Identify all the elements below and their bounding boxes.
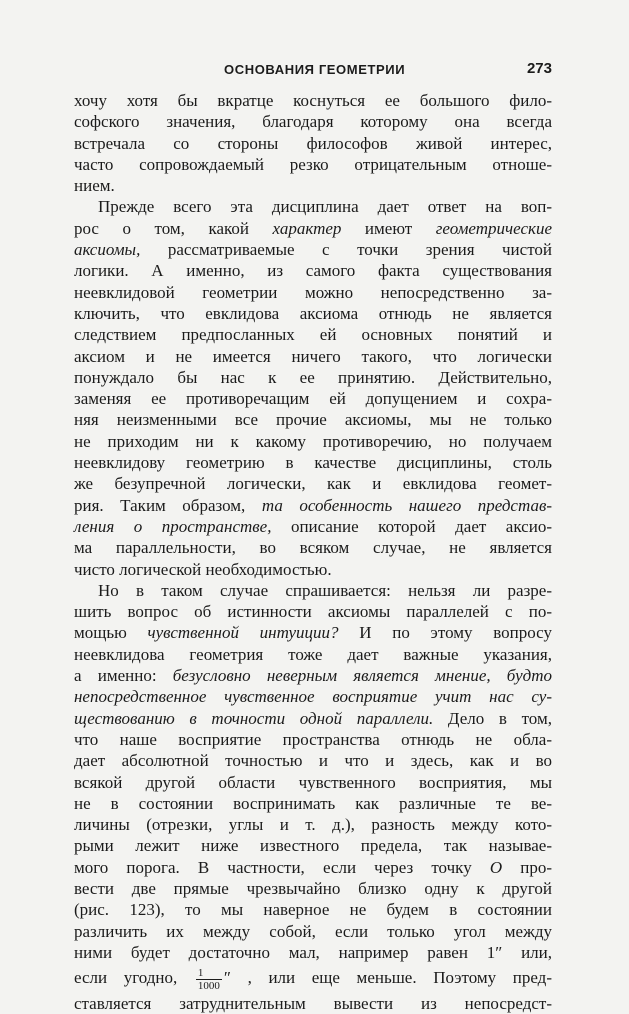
text-segment: логики. А именно, из самого факта существования bbox=[74, 261, 552, 281]
italic-text: ществованию в точности одной параллели. bbox=[74, 708, 434, 728]
text-segment: что наше восприятие пространства отнюдь не обла- bbox=[74, 729, 552, 749]
text-segment: не приходим ни к какому противоречию, но получаем bbox=[74, 431, 552, 451]
text-line bbox=[74, 750, 552, 771]
text-segment: чисто логической необходимостью. bbox=[74, 559, 332, 579]
text-line bbox=[74, 367, 552, 388]
fraction bbox=[196, 967, 222, 992]
text-segment: описание которой дает аксио- bbox=[271, 516, 552, 536]
page-header bbox=[74, 62, 552, 84]
text-line bbox=[74, 388, 552, 409]
text-segment: понуждало бы нас к ее принятию. Действительно, bbox=[74, 367, 552, 387]
text-line bbox=[74, 111, 552, 132]
text-segment: всякой другой области чувственного восприятия, мы bbox=[74, 772, 552, 792]
italic-text: непосредственное чувственное восприятие учит нас су- bbox=[74, 687, 552, 707]
text-segment: неевклидова геометрия тоже дает важные указания, bbox=[74, 644, 552, 664]
italic-text: геометрические bbox=[435, 218, 552, 238]
text-segment: И по этому вопросу bbox=[338, 623, 552, 643]
text-line bbox=[74, 686, 552, 707]
text-segment: рия. Таким образом, bbox=[74, 495, 262, 515]
text-line bbox=[74, 993, 552, 1014]
text-segment: не в состоянии воспринимать как различные те ве- bbox=[74, 793, 552, 813]
text-line bbox=[74, 282, 552, 303]
text-line bbox=[74, 239, 552, 260]
italic-text: безусловно неверным является мнение, будто bbox=[172, 666, 552, 686]
text-segment: нием. bbox=[74, 176, 115, 196]
text-line bbox=[74, 537, 552, 558]
fraction-denominator: 1000 bbox=[197, 979, 220, 992]
text-segment: хочу хотя бы вкратце коснуться ее большого фило- bbox=[74, 91, 552, 110]
italic-text: та особенность нашего представ- bbox=[261, 495, 552, 515]
text-segment: а именно: bbox=[74, 666, 173, 686]
text-segment: встречала со стороны философов живой интерес, bbox=[74, 133, 552, 153]
text-line bbox=[74, 409, 552, 430]
text-segment: ма параллельности, во всяком случае, не является bbox=[74, 538, 552, 558]
text-segment: мого порога. В частности, если через точку bbox=[74, 857, 490, 877]
text-segment: Но в таком случае спрашивается: нельзя ли разре- bbox=[98, 580, 552, 600]
text-line bbox=[74, 963, 552, 993]
text-line bbox=[74, 473, 552, 494]
text-line bbox=[74, 665, 552, 686]
text-line bbox=[74, 196, 552, 217]
text-line bbox=[74, 175, 552, 196]
text-line bbox=[74, 154, 552, 175]
text-segment: ключить, что евклидова аксиома отнюдь не является bbox=[74, 303, 552, 323]
text-line bbox=[74, 899, 552, 920]
text-segment: софского значения, благодаря которому она всегда bbox=[74, 112, 552, 132]
text-segment: (рис. 123), то мы наверное не будем в состоянии bbox=[74, 900, 552, 920]
text-segment: няя неизменными все прочие аксиомы, мы не только bbox=[74, 410, 552, 430]
text-segment: ″ , или еще меньше. Поэтому пред- bbox=[223, 968, 552, 988]
text-line bbox=[74, 431, 552, 452]
text-line bbox=[74, 729, 552, 750]
text-line bbox=[74, 878, 552, 899]
text-segment: рассматриваемые с точки зрения чистой bbox=[140, 240, 552, 260]
text-segment: Прежде всего эта дисциплина дает ответ на воп- bbox=[98, 197, 552, 217]
text-segment: дает абсолютной точностью и что и здесь, как и во bbox=[74, 751, 552, 771]
text-line bbox=[74, 793, 552, 814]
text-line bbox=[74, 303, 552, 324]
italic-text: О bbox=[489, 857, 503, 877]
text-segment: различить их между собой, если только угол между bbox=[74, 921, 552, 941]
body-text bbox=[74, 90, 552, 1014]
text-segment: часто сопровождаемый резко отрицательным отноше- bbox=[74, 154, 552, 174]
text-segment: Дело в том, bbox=[433, 708, 552, 728]
text-line bbox=[74, 921, 552, 942]
italic-text: чувственной интуиции? bbox=[147, 623, 339, 643]
text-segment: шить вопрос об истинности аксиомы параллелей с по- bbox=[74, 602, 552, 622]
text-segment: если угодно, bbox=[74, 968, 194, 988]
text-segment: мощью bbox=[74, 623, 148, 643]
text-segment: следствием предпосланных ей основных понятий и bbox=[74, 325, 552, 345]
text-line bbox=[74, 260, 552, 281]
text-line bbox=[74, 622, 552, 643]
fraction-numerator: 1 bbox=[196, 967, 222, 980]
text-segment: неевклидовой геометрии можно непосредственно за- bbox=[74, 282, 552, 302]
text-line bbox=[74, 495, 552, 516]
text-line bbox=[74, 324, 552, 345]
text-segment: рос о том, какой bbox=[74, 218, 273, 238]
text-line bbox=[74, 346, 552, 367]
italic-text: аксиомы, bbox=[74, 240, 141, 260]
text-segment: вести две прямые чрезвычайно близко одну к другой bbox=[74, 878, 552, 898]
page-number: 273 bbox=[526, 60, 552, 77]
italic-text: ления о пространстве, bbox=[74, 516, 272, 536]
text-segment: имеют bbox=[341, 218, 436, 238]
text-segment: про- bbox=[502, 857, 552, 877]
text-segment: ставляется затруднительным вывести из непосредст- bbox=[74, 994, 552, 1014]
text-line bbox=[74, 452, 552, 473]
text-line bbox=[74, 835, 552, 856]
text-segment: аксиом и не имеется ничего такого, что логически bbox=[74, 346, 552, 366]
text-line bbox=[74, 942, 552, 963]
text-line bbox=[74, 644, 552, 665]
text-segment: же безупречной логически, как и евклидова геомет- bbox=[74, 474, 552, 494]
text-line bbox=[74, 772, 552, 793]
text-segment: личины (отрезки, углы и т. д.), разность между кото- bbox=[74, 815, 552, 835]
text-segment: рыми лежит ниже известного предела, так называе- bbox=[74, 836, 552, 856]
text-line bbox=[74, 559, 552, 580]
text-line bbox=[74, 90, 552, 111]
text-line bbox=[74, 516, 552, 537]
text-line bbox=[74, 218, 552, 239]
text-segment: неевклидову геометрию в качестве дисциплины, столь bbox=[74, 453, 552, 473]
text-line bbox=[74, 708, 552, 729]
text-line bbox=[74, 814, 552, 835]
italic-text: характер bbox=[272, 218, 342, 238]
running-title: ОСНОВАНИЯ ГЕОМЕТРИИ bbox=[224, 62, 406, 77]
text-segment: ними будет достаточно мал, например равен 1″ или, bbox=[74, 942, 552, 962]
text-line bbox=[74, 601, 552, 622]
text-line bbox=[74, 857, 552, 878]
text-line bbox=[74, 133, 552, 154]
text-segment: заменяя ее противоречащим ей допущением и сохра- bbox=[74, 389, 552, 409]
text-line bbox=[74, 580, 552, 601]
